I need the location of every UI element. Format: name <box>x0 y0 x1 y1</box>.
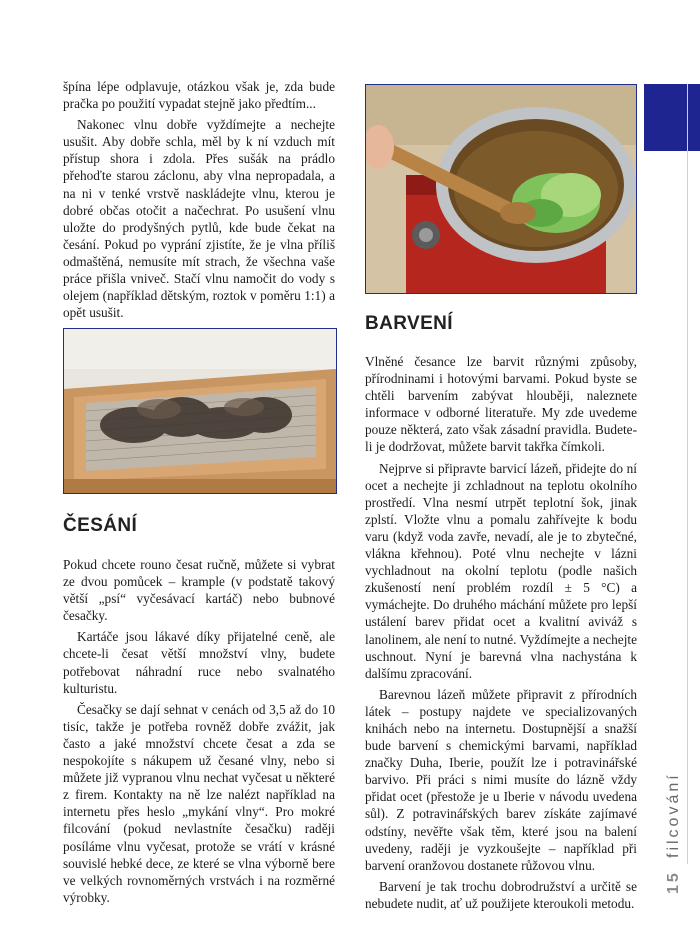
carding-photo <box>63 328 337 494</box>
paragraph: Nakonec vlnu dobře vyždímejte a nechejte usušit. Aby dobře schla, měl by k ní vzduch mít přístup shora i zdola. Přes sušák na prádlo přehoďte starou záclonu, aby vlna nepropadala, a na ni v tenké vrstvě naskládejte vlnu, kterou je dobré občas otočit a načechrat. Po usušení vlnu uložte do prodyšných pytlů, kde bude čekat na česání. Pokud po vyprání zjistíte, že je vlna příliš odmaštěná, nemusíte mít strach, že všechna vaše práce přišla vniveč. Stačí vlnu namočit do vody s olejem (například dětským, roztok v poměru 1:1) a opět usušit. <box>63 117 335 321</box>
section-heading-cesani: ČESÁNÍ <box>63 515 138 536</box>
paragraph: Barevnou lázeň můžete připravit z přírodních látek – postupy najdete ve specializovaných knihách nebo na internetu. Dostupnější a snažší bude barvení s chemickými barvami, například značky Duha, Iberie, použít lze i potravinářské barvivo. Při práci s nimi musíte do lázně vždy přidat ocet (přestože je u Iberie v návodu uvedena sůl). Z potravinářských barev získáte zajímavé odstíny, nevěřte však těm, které jsou na balení uvedeny, raději je vyzkoušejte – například při barvení oranžovou dostanete růžovou vlnu. <box>365 686 637 873</box>
page-number: 15 <box>665 870 682 894</box>
paragraph: Barvení je tak trochu dobrodružství a určitě se nebudete nudit, ať už použijete kteroukoli metodu. <box>365 878 637 911</box>
paragraph: Kartáče jsou lákavé díky přijatelné ceně, ale chcete-li česat větší množství vlny, budete potřebovat náhradní ruce nebo svalnatého kulturistu. <box>63 629 335 696</box>
paragraph: Česačky se dají sehnat v cenách od 3,5 až do 10 tisíc, takže je potřeba rovněž dobře zvážit, jak často a jaké množství chcete česat a zda se nespokojíte s nákupem už česané vlny, nebo si můžete již vypranou vlnu nechat vyčesat u některé z firem. Kontakty na ně lze nalézt například na internetu přes heslo „mykání vlny“. Pro mokré filcování (pokud nevlastníte česačku) raději posíláme vlnu vyčesat, protože se vrátí v krásné souvislé hebké dece, ze které se vlna výborně bere ve velkých rovnoměrných vrstvách i na rozměrné výrobky. <box>63 701 335 905</box>
paragraph: špína lépe odplavuje, otázkou však je, zda bude pračka po použití vypadat stejně jako předtím... <box>63 79 335 112</box>
margin-divider <box>687 84 688 864</box>
paragraph: Nejprve si připravte barvicí lázeň, přidejte do ní ocet a nechejte ji zchladnout na teplotu okolního prostředí. Vlna nesmí utrpět teplotní šok, jinak zplstí. Vložte vlnu a pomalu zahřívejte k bodu varu (když voda zavře, nevadí, ale je to zbytečné, vlákna křehnou). Poté vlnu nechejte v lázni vychladnout na okolní teplotu (podle našich zkušeností není problém rozdíl ± 5 °C) a vymáchejte. Do druhého máchání můžete pro lepší ustálení barev přidat ocet a kvalitní aviváž s lanolinem, ale není to nutné. Vyždímejte a nechejte uschnout. Nyní je barevná vlna nachystána k dalšímu zpracování. <box>365 460 637 681</box>
left-column-top <box>63 78 335 321</box>
dyeing-photo <box>365 84 637 294</box>
paragraph: Pokud chcete rouno česat ručně, můžete si vybrat ze dvou pomůcek – krample (v podstatě takový větší „psí“ vyčesávací kartáč) nebo bubnové česačky. <box>63 557 335 624</box>
right-column-text <box>365 353 637 912</box>
left-column-bottom <box>63 556 335 906</box>
section-label: filcování <box>665 772 682 859</box>
chapter-tab <box>644 84 700 151</box>
page-footer <box>662 774 686 894</box>
section-heading-barveni: BARVENÍ <box>365 313 453 334</box>
paragraph: Vlněné česance lze barvit různými způsoby, přírodninami i hotovými barvami. Pokud byste se chtěli barvením zabývat hlouběji, naleznete informace v odborné literatuře. My zde uvedeme pouze některá, zato však zásadní pravidla. Budete-li je dodržovat, můžete barvit takřka čímkoli. <box>365 354 637 455</box>
